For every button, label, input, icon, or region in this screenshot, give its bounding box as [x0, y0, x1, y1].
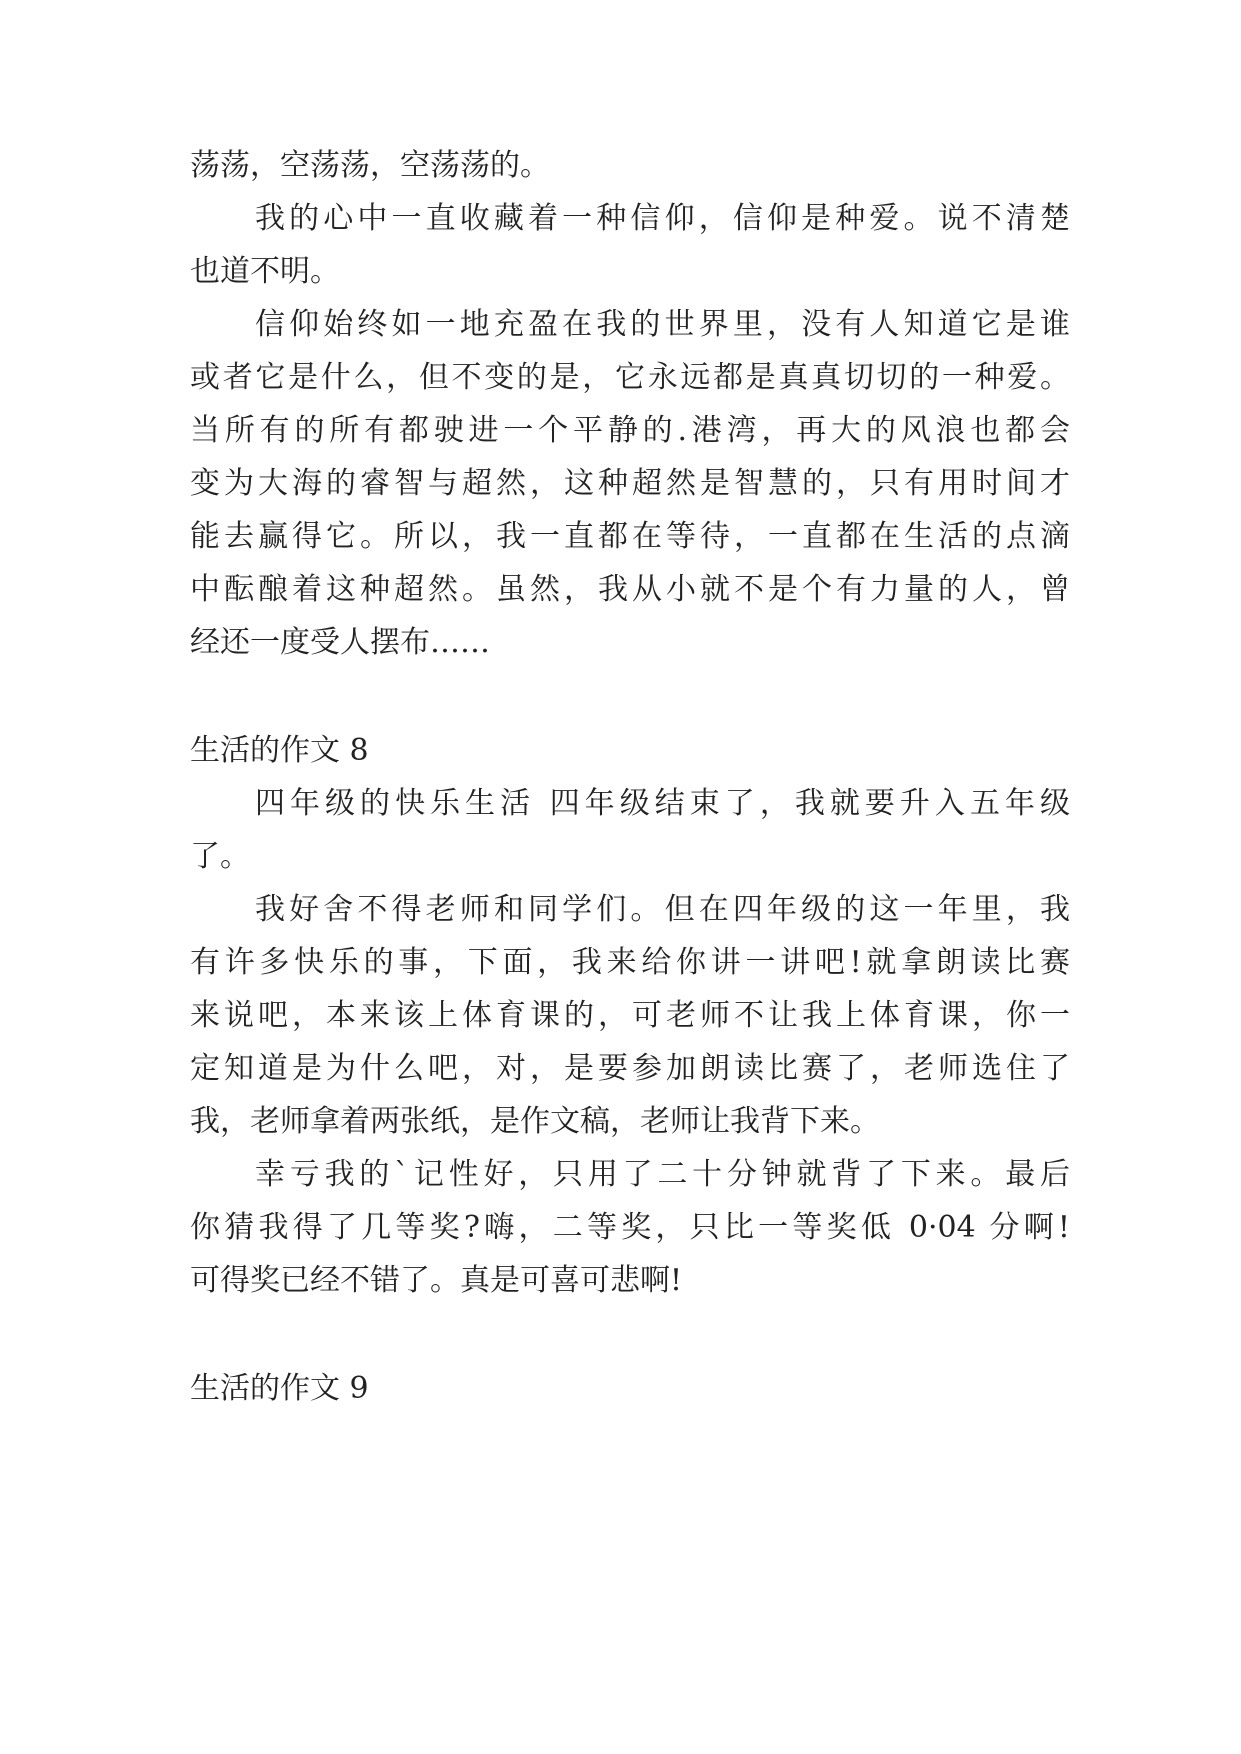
paragraph-line: 中酝酿着这种超然。虽然，我从小就不是个有力量的人，曾 — [190, 572, 1070, 607]
paragraph-line: 幸亏我的`记性好，只用了二十分钟就背了下来。最后 — [255, 1157, 1070, 1192]
paragraph-line: 我，老师拿着两张纸，是作文稿，老师让我背下来。 — [190, 1104, 880, 1139]
paragraph-line: 四年级的快乐生活 四年级结束了，我就要升入五年级 — [255, 786, 1070, 821]
paragraph-line: 经还一度受人摆布…… — [190, 625, 490, 660]
paragraph-line: 或者它是什么，但不变的是，它永远都是真真切切的一种爱。 — [190, 360, 1070, 395]
paragraph-line: 荡荡，空荡荡，空荡荡的。 — [190, 148, 550, 183]
paragraph-line: 有许多快乐的事，下面，我来给你讲一讲吧!就拿朗读比赛 — [190, 945, 1070, 980]
paragraph-line: 你猜我得了几等奖?嗨，二等奖，只比一等奖低 0·04 分啊! — [190, 1210, 1070, 1245]
paragraph-line: 定知道是为什么吧，对，是要参加朗读比赛了，老师选住了 — [190, 1051, 1070, 1086]
paragraph-line: 可得奖已经不错了。真是可喜可悲啊! — [190, 1263, 683, 1298]
paragraph-line: 我的心中一直收藏着一种信仰，信仰是种爱。说不清楚 — [255, 201, 1070, 236]
paragraph-line: 当所有的所有都驶进一个平静的.港湾，再大的风浪也都会 — [190, 413, 1070, 448]
paragraph-line: 来说吧，本来该上体育课的，可老师不让我上体育课，你一 — [190, 998, 1070, 1033]
paragraph-line: 也道不明。 — [190, 254, 340, 289]
paragraph-line: 能去赢得它。所以，我一直都在等待，一直都在生活的点滴 — [190, 519, 1070, 554]
paragraph-line: 了。 — [190, 839, 250, 874]
paragraph-line: 信仰始终如一地充盈在我的世界里，没有人知道它是谁 — [255, 307, 1070, 342]
paragraph-line: 我好舍不得老师和同学们。但在四年级的这一年里，我 — [255, 892, 1070, 927]
section-heading: 生活的作文 9 — [190, 1371, 369, 1406]
section-heading: 生活的作文 8 — [190, 733, 369, 768]
paragraph-line: 变为大海的睿智与超然，这种超然是智慧的，只有用时间才 — [190, 466, 1070, 501]
